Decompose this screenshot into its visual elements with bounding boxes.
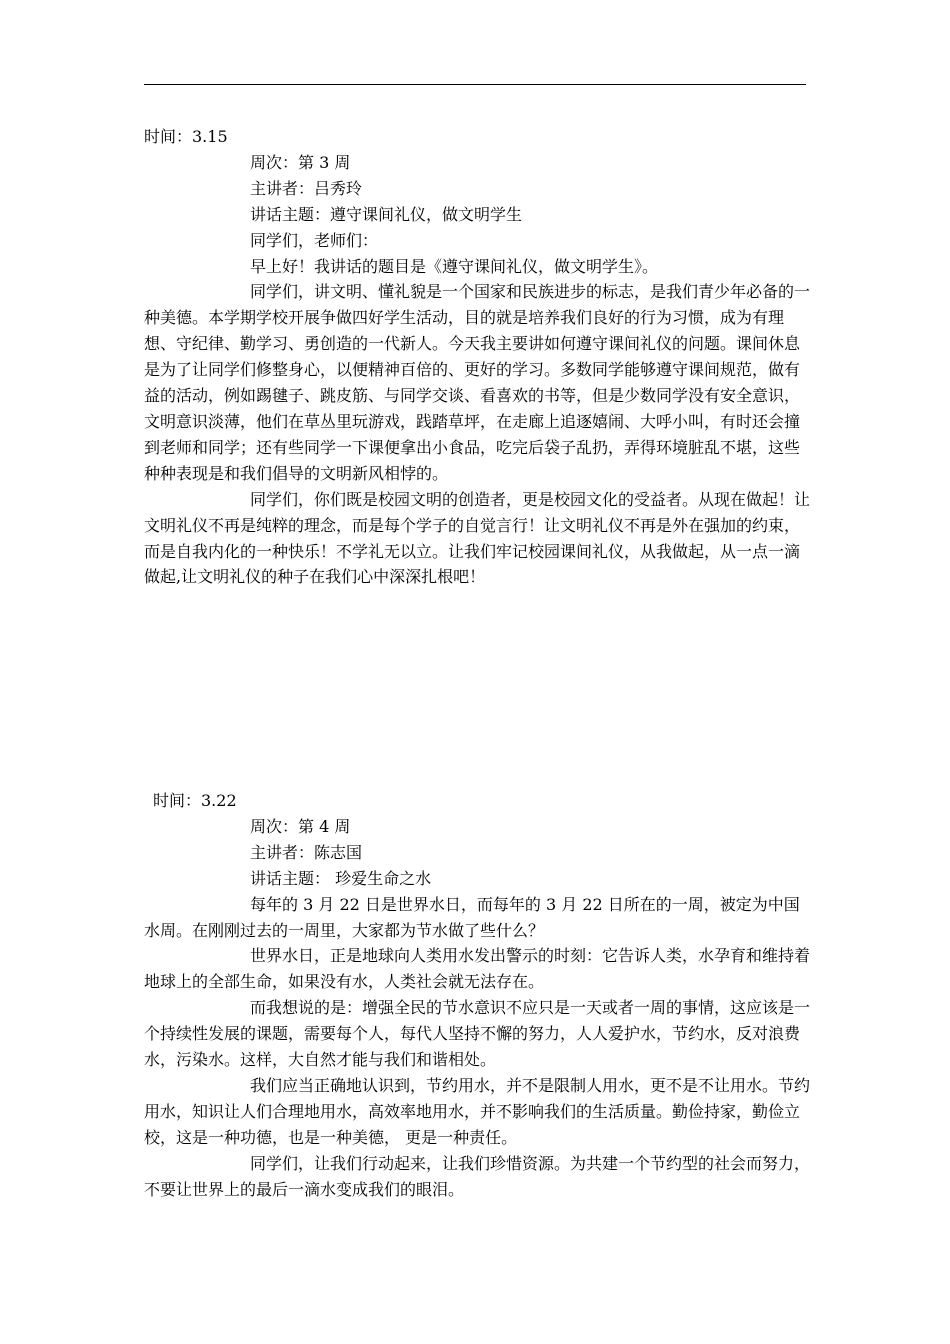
speech-section-1: [144, 124, 810, 590]
speech-paragraph: 同学们，你们既是校园文明的创造者，更是校园文化的受益者。从现在做起！让文明礼仪不再是纯粹的理念，而是每个学子的自觉言行！让文明礼仪不再是外在强加的约束，而是自我内化的一种快乐！不学礼无以立。让我们牢记校园课间礼仪，从我做起，从一点一滴做起,让文明礼仪的种子在我们心中深深扎根吧！: [144, 489, 811, 587]
speech-paragraph: 我们应当正确地认识到，节约用水，并不是限制人用水，更不是不让用水。节约用水，知识让人们合理地用水，高效率地用水，并不影响我们的生活质量。勤俭持家，勤俭立校，这是一种功德，也是一种美德， 更是一种责任。: [144, 1075, 811, 1147]
speech-paragraph: 每年的 3 月 22 日是世界水日，而每年的 3 月 22 日所在的一周，被定为中国水周。在刚刚过去的一周里，大家都为节水做了些什么？: [144, 894, 800, 940]
speech-time: 时间：3.15: [144, 127, 228, 146]
speech-paragraph: 而我想说的是：增强全民的节水意识不应只是一天或者一周的事情，这应该是一个持续性发展的课题，需要每个人，每代人坚持不懈的努力，人人爱护水，节约水，反对浪费水，污染水。这样，大自然才能与我们和谐相处。: [144, 998, 811, 1070]
speech-theme: 讲话主题：遵守课间礼仪，做文明学生: [250, 204, 523, 224]
speech-week: 周次：第 4 周: [250, 816, 351, 836]
speech-paragraph: 同学们，让我们行动起来，让我们珍惜资源。为共建一个节约型的社会而努力，不要让世界上的最后一滴水变成我们的眼泪。: [144, 1153, 811, 1199]
speech-paragraph: 世界水日，正是地球向人类用水发出警示的时刻：它告诉人类，水孕育和维持着地球上的全部生命，如果没有水，人类社会就无法存在。: [144, 946, 811, 992]
speech-speaker: 主讲者：陈志国: [250, 842, 363, 862]
speech-paragraph: 同学们，老师们：: [250, 230, 379, 250]
speech-paragraph: 同学们，讲文明、懂礼貌是一个国家和民族进步的标志，是我们青少年必备的一种美德。本学期学校开展争做四好学生活动，目的就是培养我们良好的行为习惯，成为有理想、守纪律、勤学习、勇创造的一代新人。今天我主要讲如何遵守课间礼仪的问题。课间休息是为了让同学们修整身心，以便精神百倍的、更好的学习。多数同学能够遵守课间规范，做有益的活动，例如踢毽子、跳皮筋、与同学交谈、看喜欢的书等，但是少数同学没有安全意识，文明意识淡薄，他们在草丛里玩游戏，践踏草坪，在走廊上追逐嬉闹、大呼小叫，有时还会撞到老师和同学；还有些同学一下课便拿出小食品，吃完后袋子乱扔，弄得环境脏乱不堪，这些种种表现是和我们倡导的文明新风相悖的。: [144, 282, 811, 483]
speech-time: 时间：3.22: [153, 791, 237, 810]
header-rule: [144, 84, 806, 85]
speech-speaker: 主讲者：吕秀玲: [250, 178, 363, 198]
speech-section-2: [144, 788, 810, 1203]
speech-week: 周次：第 3 周: [250, 152, 351, 172]
speech-theme: 讲话主题： 珍爱生命之水: [250, 868, 432, 888]
speech-paragraph: 早上好！我讲话的题目是《遵守课间礼仪，做文明学生》。: [250, 256, 659, 276]
